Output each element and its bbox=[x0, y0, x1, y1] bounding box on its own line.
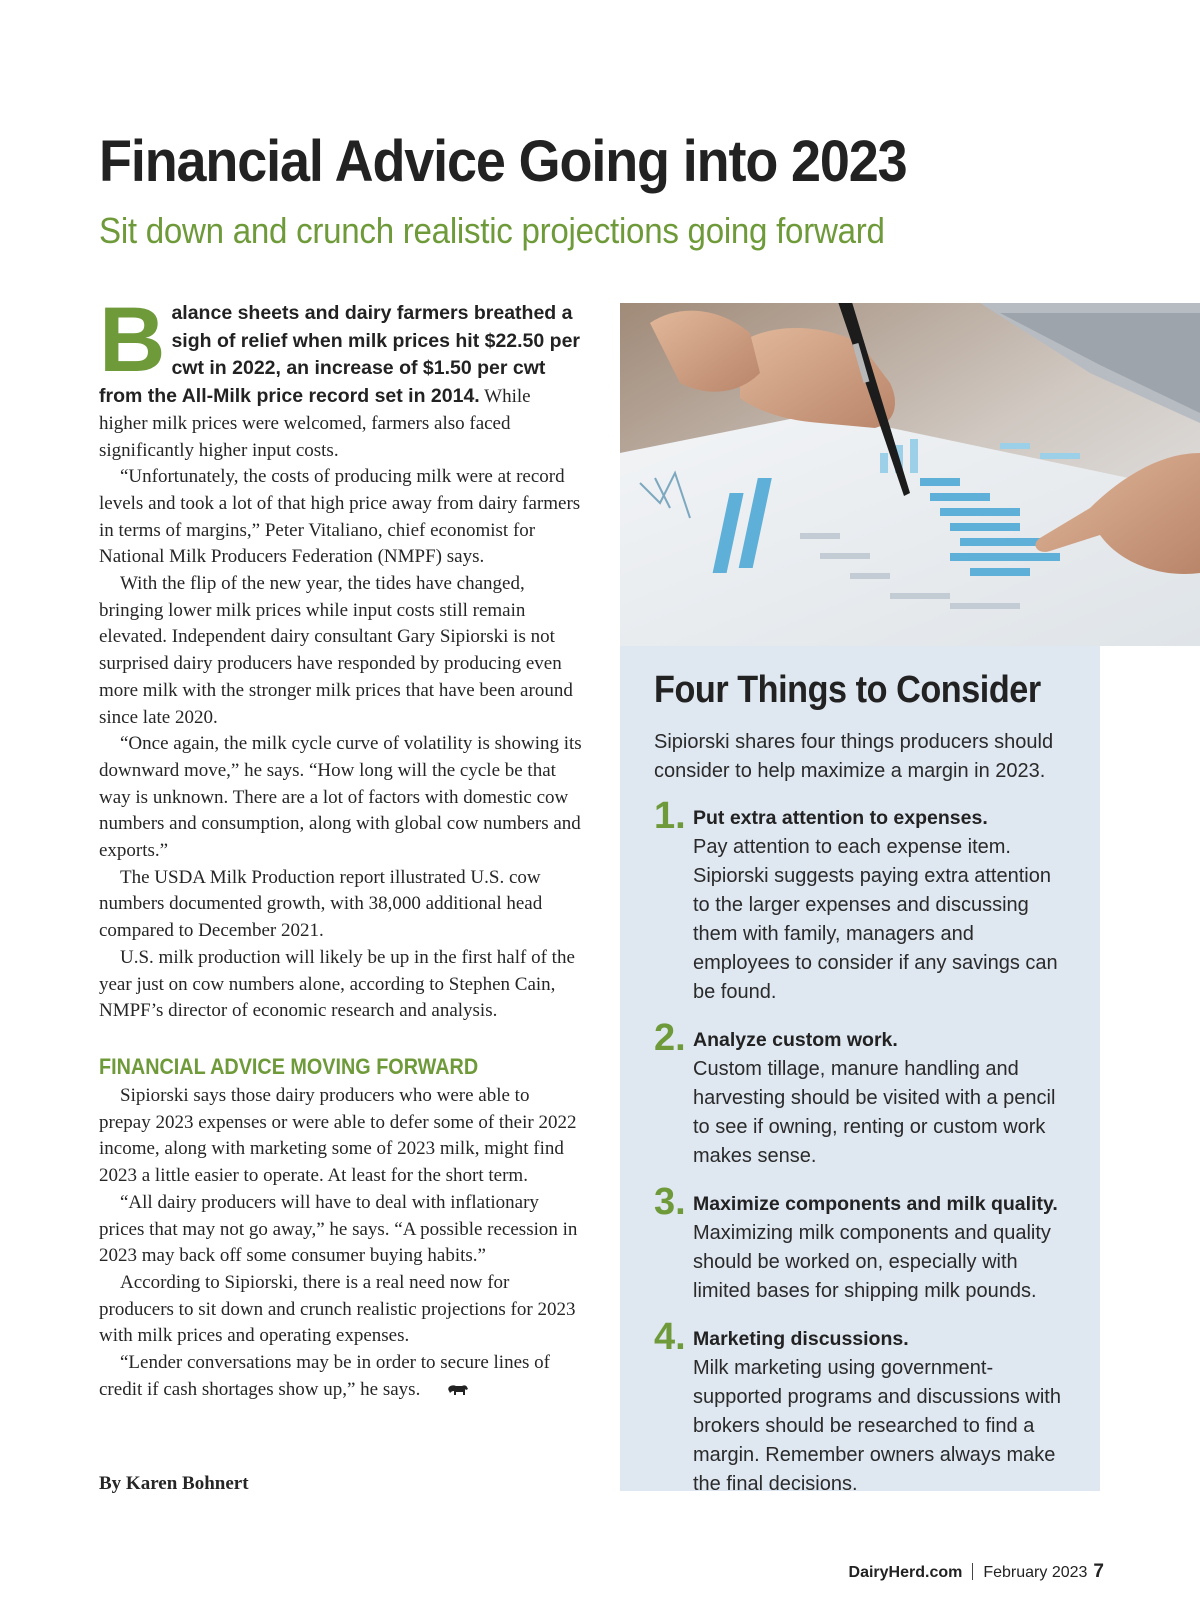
page-footer bbox=[849, 1560, 1104, 1585]
article-body bbox=[99, 289, 582, 1406]
drop-cap: B bbox=[99, 289, 166, 391]
list-item bbox=[654, 1017, 1070, 1171]
closing-paragraph bbox=[99, 1350, 582, 1406]
body-paragraph: U.S. milk production will likely be up in the first half of the year just on cow numbers alone, according to Stephen Cain, NMPF’s director of economic research and analysis. bbox=[99, 946, 575, 1022]
item-title: Analyze custom work. bbox=[693, 1029, 898, 1051]
sidebar-intro: Sipiorski shares four things producers should consider to help maximize a margin in 2023. bbox=[654, 731, 1054, 782]
item-text: Milk marketing using government-supported programs and discussions with brokers should be researched to find a margin. Remember owners always make the final decisions. bbox=[693, 1357, 1061, 1495]
item-text: Pay attention to each expense item. Sipiorski suggests paying extra attention to the larger expenses and discussing them with family, managers and employees to consider if any savings can be found. bbox=[693, 836, 1058, 1003]
body-paragraph: Sipiorski says those dairy producers who were able to prepay 2023 expenses or were able to defer some of their 2022 income, along with marketing some of 2023 milk, might find 2023 a little easier to operate. At least for the short term. bbox=[99, 1084, 577, 1187]
item-number: 1. bbox=[654, 795, 686, 837]
item-number: 2. bbox=[654, 1017, 686, 1059]
body-paragraph: According to Sipiorski, there is a real need now for producers to sit down and crunch realistic projections for 2023 with milk prices and operating expenses. bbox=[99, 1271, 576, 1347]
body-paragraph: “Once again, the milk cycle curve of volatility is showing its downward move,” he says. “How long will the cycle be that way is unknown. There are a lot of factors with domestic cow numbers and consumption, along with global cow numbers and exports.” bbox=[99, 733, 582, 862]
lead-paragraph bbox=[99, 289, 582, 464]
sidebar-panel bbox=[620, 646, 1100, 1495]
sidebar-title: Four Things to Consider bbox=[654, 669, 1041, 711]
lead-rest-text: While higher milk prices were welcomed, farmers also faced significantly higher input costs. bbox=[99, 386, 531, 461]
cow-icon bbox=[426, 1380, 469, 1407]
list-item bbox=[654, 795, 1070, 1007]
body-paragraph: “Unfortunately, the costs of producing milk were at record levels and took a lot of that high price away from dairy farmers in terms of margins,” Peter Vitaliano, chief economist for National Milk Producers Federation (NMPF) says. bbox=[99, 466, 581, 568]
section-heading: FINANCIAL ADVICE MOVING FORWARD bbox=[99, 1053, 479, 1079]
item-text: Custom tillage, manure handling and harvesting should be visited with a pencil to see if owning, renting or custom work makes sense. bbox=[693, 1058, 1056, 1167]
footer-divider bbox=[972, 1563, 973, 1580]
body-paragraph: With the flip of the new year, the tides have changed, bringing lower milk prices while input costs still remain elevated. Independent dairy consultant Gary Sipiorski is not surprised dairy producers have responded by producing even more milk with the stronger milk prices that have been around since late 2020. bbox=[99, 573, 573, 728]
item-title: Put extra attention to expenses. bbox=[693, 807, 988, 829]
item-number: 4. bbox=[654, 1316, 686, 1358]
body-paragraph: The USDA Milk Production report illustrated U.S. cow numbers documented growth, with 38,000 additional head compared to December 2021. bbox=[99, 866, 543, 942]
body-paragraph: “All dairy producers will have to deal with inflationary prices that may not go away,” he says. “A possible recession in 2023 may back off some consumer buying habits.” bbox=[99, 1191, 578, 1267]
item-text: Maximizing milk components and quality should be worked on, especially with limited bases for shipping milk pounds. bbox=[693, 1222, 1051, 1302]
page-number: 7 bbox=[1093, 1561, 1104, 1582]
item-title: Maximize components and milk quality. bbox=[693, 1193, 1058, 1215]
list-item bbox=[654, 1316, 1070, 1499]
footer-date: February 2023 bbox=[983, 1564, 1088, 1581]
financial-chart-photo bbox=[620, 303, 1200, 646]
item-title: Marketing discussions. bbox=[693, 1328, 909, 1350]
article-title: Financial Advice Going into 2023 bbox=[99, 129, 907, 194]
article-subtitle: Sit down and crunch realistic projections going forward bbox=[99, 210, 885, 251]
list-item bbox=[654, 1181, 1070, 1306]
closing-text: “Lender conversations may be in order to secure lines of credit if cash shortages show up,” he says. bbox=[99, 1352, 550, 1400]
footer-site[interactable]: DairyHerd.com bbox=[848, 1564, 963, 1581]
item-number: 3. bbox=[654, 1181, 686, 1223]
byline: By Karen Bohnert bbox=[99, 1473, 249, 1494]
lead-bold-text: alance sheets and dairy farmers breathed a sigh of relief when milk prices hit $22.50 per cwt in 2022, an increase of $1.50 per cwt from the All-Milk price record set in 2014. bbox=[99, 302, 581, 408]
